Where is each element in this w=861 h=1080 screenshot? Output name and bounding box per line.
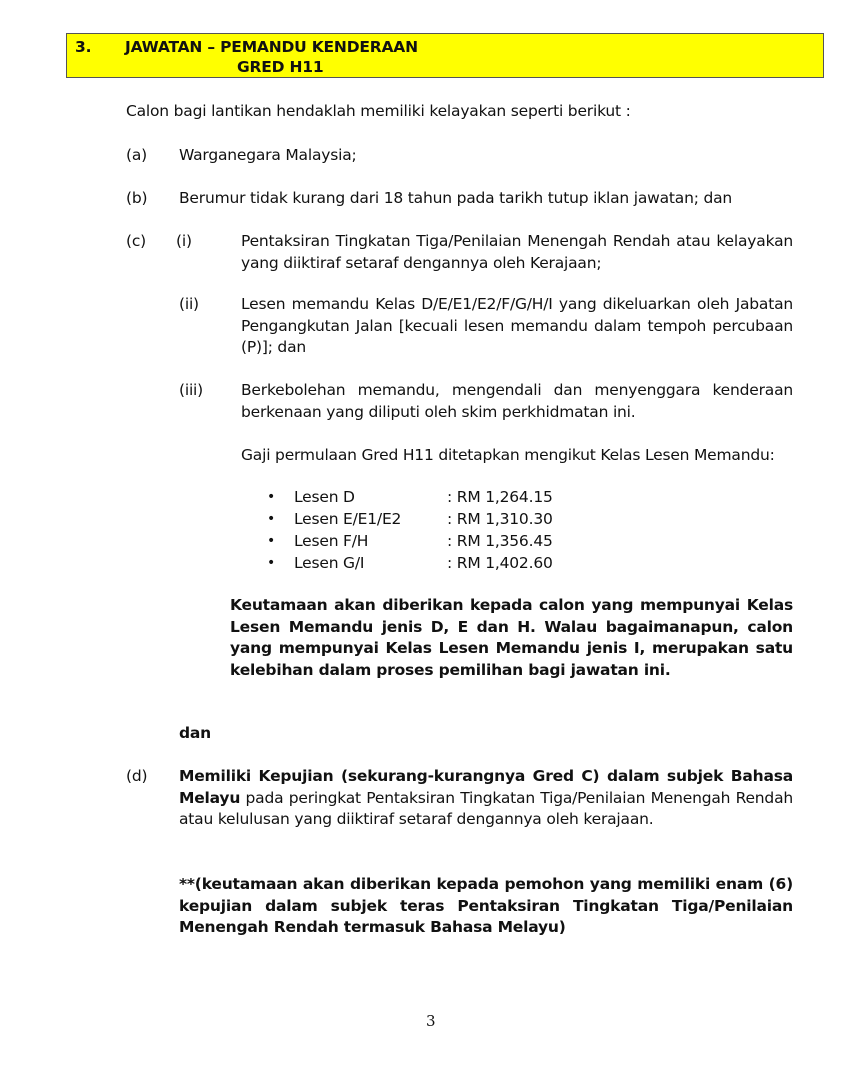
item-d-text <box>179 766 793 831</box>
section-title: JAWATAN – PEMANDU KENDERAAN <box>125 38 418 56</box>
intro-text: Calon bagi lantikan hendaklah memiliki kelayakan seperti berikut : <box>126 102 631 120</box>
item-d-note: **(keutamaan akan diberikan kepada pemohon yang memiliki enam (6) kepujian dalam subjek teras Pentaksiran Tingkatan Tiga/Penilaian Menengah Rendah termasuk Bahasa Melayu) <box>179 875 793 936</box>
item-d-bold-text: Memiliki Kepujian (sekurang-kurangnya Gred C) dalam subjek Bahasa Melayu <box>179 767 793 807</box>
section-header <box>66 33 824 78</box>
connector-dan: dan <box>179 724 211 742</box>
item-b-text: Berumur tidak kurang dari 18 tahun pada tarikh tutup iklan jawatan; dan <box>179 189 733 207</box>
item-c-i-label: (i) <box>176 232 192 250</box>
item-c-ii-text: Lesen memandu Kelas D/E/E1/E2/F/G/H/I yang dikeluarkan oleh Jabatan Pengangkutan Jalan [kecuali lesen memandu dalam tempoh percubaan (P)]; dan <box>241 295 793 356</box>
item-c-ii-label: (ii) <box>179 295 199 313</box>
salary-intro: Gaji permulaan Gred H11 ditetapkan mengikut Kelas Lesen Memandu: <box>241 446 775 464</box>
item-a-label: (a) <box>126 146 147 164</box>
bullet-icon: • <box>267 511 276 527</box>
salary-amount: : RM 1,356.45 <box>447 532 553 550</box>
license-class: Lesen F/H <box>294 532 369 550</box>
bullet-icon: • <box>267 555 276 571</box>
item-d-rest-text: pada peringkat Pentaksiran Tingkatan Tiga/Penilaian Menengah Rendah atau kelulusan yang diiktiraf setaraf dengannya oleh kerajaan. <box>179 788 793 828</box>
item-b-label: (b) <box>126 189 148 207</box>
page-number: 3 <box>426 1012 436 1030</box>
salary-amount: : RM 1,402.60 <box>447 554 553 572</box>
priority-note: Keutamaan akan diberikan kepada calon yang mempunyai Kelas Lesen Memandu jenis D, E dan H. Walau bagaimanapun, calon yang mempunyai Kelas Lesen Memandu jenis I, merupakan satu kelebihan dalam proses pemilihan bagi jawatan ini. <box>230 596 793 679</box>
section-number: 3. <box>75 38 92 56</box>
bullet-icon: • <box>267 489 276 505</box>
item-c-i-text: Pentaksiran Tingkatan Tiga/Penilaian Menengah Rendah atau kelayakan yang diiktiraf setaraf dengannya oleh Kerajaan; <box>241 232 793 272</box>
license-class: Lesen E/E1/E2 <box>294 510 402 528</box>
salary-amount: : RM 1,310.30 <box>447 510 553 528</box>
item-c-iii-label: (iii) <box>179 381 204 399</box>
item-c-label: (c) <box>126 232 147 250</box>
item-a-text: Warganegara Malaysia; <box>179 146 357 164</box>
item-d-label: (d) <box>126 767 148 785</box>
item-c-iii-text: Berkebolehan memandu, mengendali dan menyenggara kenderaan berkenaan yang diliputi oleh skim perkhidmatan ini. <box>241 381 793 421</box>
license-class: Lesen G/I <box>294 554 365 572</box>
salary-amount: : RM 1,264.15 <box>447 488 553 506</box>
bullet-icon: • <box>267 533 276 549</box>
license-class: Lesen D <box>294 488 355 506</box>
section-grade: GRED H11 <box>237 58 324 76</box>
